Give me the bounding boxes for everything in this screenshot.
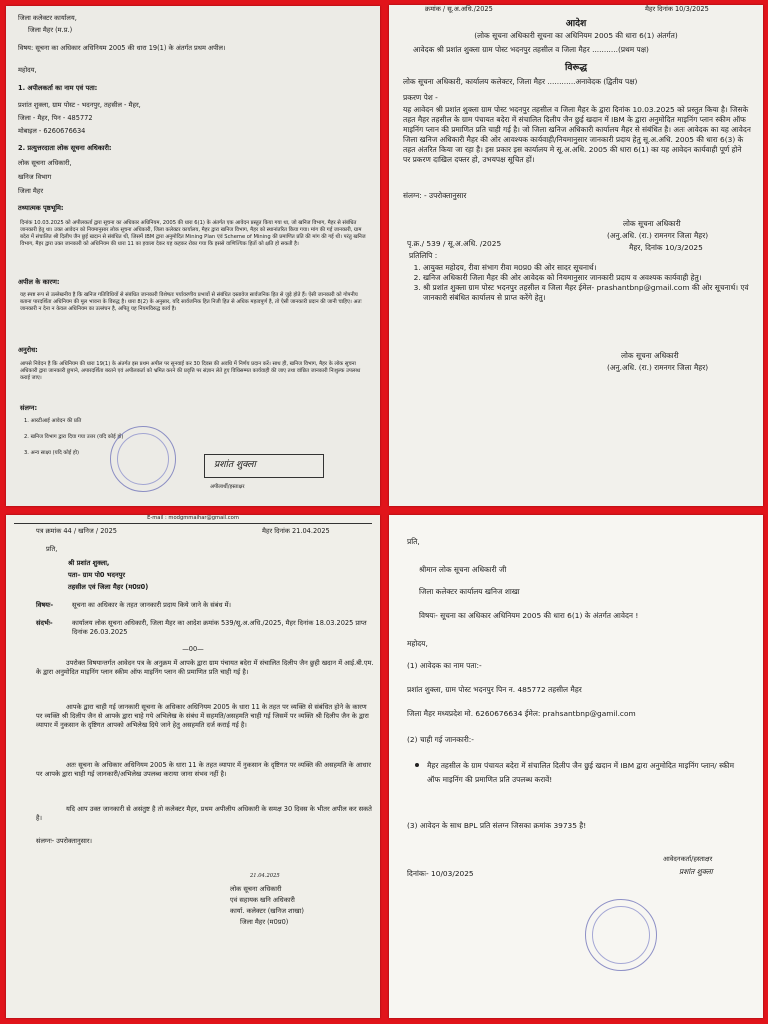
applicant-line-2: जिला मैहर मध्यप्रदेश मो. 6260676634 ईमेल: prahsantbnp@gamil.com [407, 709, 636, 718]
signatory-line-1: लोक सूचना अधिकारी [230, 885, 282, 893]
request-heading: अनुरोध: [18, 346, 38, 354]
request-paragraph: आपसे निवेदन है कि अधिनियम की धारा 19(1) के अंतर्गत इस प्रथम अपील पर सुनवाई कर 30 दिवस की अवधि में निर्णय प्रदान करें। साथ ही, खनिज विभाग, मैहर के लोक सूचना अधिकारी द्वारा जानकारी छुपाने, अपारदर्शिता बरतने एवं अपीलकर्ता को भ्रमित करने की प्रवृत्ति पर संज्ञान लेते हुए विधिसम्मत कार्यवाही की जाए तथा वांछित जानकारी निःशुल्क उपलब्ध कराई जाए। [20, 361, 361, 381]
appellant-heading: 1. अपीलकर्ता का नाम एवं पता: [18, 84, 98, 92]
office-email: E-mail : modgmmaihar@gmail.com [147, 515, 239, 521]
recipient-name: श्री प्रशांत शुक्ला, [68, 559, 110, 567]
copy-item-2: 2. खनिज अधिकारी जिला मैहर की ओर आवेदक को नियमानुसार जानकारी प्रदाय व अवश्यक कार्यवाही हेतु। [423, 273, 759, 283]
order-signatory-date: मैहर, दिनांक 10/3/2025 [629, 243, 703, 252]
reply-paragraph-4: यदि आप उक्त जानकारी से असंतुष्ट है तो कलेक्टर मैहर, प्रथम अपीलीय अधिकारी के समक्ष 30 दिवस के भीतर अपील कर सकते है। [36, 805, 372, 822]
background-paragraph: दिनांक 10.03.2025 को अपीलकर्ता द्वारा सूचना का अधिकार अधिनियम, 2005 की धारा 6(1) के अंतर्गत एक आवेदन प्रस्तुत किया गया था, जो खनिज विभाग, मैहर से संबंधित जानकारी हेतु था। उक्त आवेदन को नियमानुसार लोक सूचना अधिकारी, जिला कलेक्टर कार्यालय, मैहर द्वारा खनिज विभाग, मैहर को स्थानांतरित किया गया। मांग की गई जानकारी, ग्राम बदेरा में संचालित श्री दिलीप जैन छुई खदान से संबंधित थी, जिसमें IBM द्वारा अनुमोदित Mining Plan एवं Scheme of Mining की प्रमाणित प्रति की मांग की गई थी। परंतु खनिज विभाग, मैहर द्वारा उक्त जानकारी को अधिनियम की धारा 11 का हवाला देकर यह कहकर रोका गया कि इससे वाणिज्यिक हितों को क्षति हो सकती है। [20, 220, 366, 247]
grounds-paragraph: यह स्पष्ट रूप से उल्लेखनीय है कि खनिज गतिविधियों से संबंधित जानकारी विशेषतः पर्यावरणीय प्रभावों से संबंधित दस्तावेज सार्वजनिक हित से जुड़े होते हैं। ऐसी जानकारी को गोपनीय बताना पारदर्शिता अधिनियम की मूल भावना के विरुद्ध है। धारा 8(2) के अनुसार, यदि सार्वजनिक हित निजी हित से अधिक महत्वपूर्ण है, तो ऐसी जानकारी प्रदान की जानी चाहिए। अतः जानकारी न देना न केवल अधिनियम का उल्लंघन है, अपितु यह नियमविरुद्ध कार्य है। [20, 292, 362, 312]
application-subject: विषयः- सूचना का अधिकार अधिनियम 2005 की धारा 6(1) के अंतर्गत आवेदन ! [419, 611, 639, 620]
reply-paragraph-3: अतः सूचना के अधिकार अधिनियम 2005 के धारा 11 के तहत व्यापार में नुकसान के दृष्टिगत पर व्यक्ति की असहमति के आधार पर आपके द्वारा चाही गई जानकारी/अभिलेख उपलब्ध कराया जाना संभव नहीं है। [36, 761, 371, 778]
application-recipient-2: जिला कलेक्टर कार्यालय खनिज शाखा [419, 587, 520, 596]
enclosure-1: 1. आरटीआई आवेदन की प्रति [24, 418, 82, 424]
office-name: जिला कलेक्टर कार्यालय, [18, 14, 77, 22]
applicant-signature: प्रशांत शुक्ला [679, 867, 713, 876]
signatory-line-3: कार्या. कलेक्टर (खनिज शाखा) [230, 907, 304, 915]
copy-heading: प्रतिलिपि : [409, 251, 438, 260]
appellant-line-2: जिला - मैहर, पिन - 485772 [18, 114, 93, 122]
receipt-stamp [110, 426, 176, 492]
appellant-line-3: मोबाइल - 6260676634 [18, 127, 86, 135]
copy-list [409, 263, 759, 303]
respondent-line-2: खनिज विभाग [18, 173, 52, 181]
respondent-line-1: लोक सूचना अधिकारी, [18, 159, 72, 167]
copy-item-3: 3. श्री प्रशांत शुक्ला ग्राम पोस्ट भदनपुर तहसील व जिला मैहर ईमेल- prashantbnp@gmail.com की ओर सूचनार्थ। एवं जानकारी संबंधित कार्यालय से प्राप्त करेंगे हेतु। [423, 283, 759, 303]
signatory-line-4: जिला मैहर (म0प्र0) [240, 918, 289, 926]
copy-reference: पृ.क्र./ 539 / सू.अ.अधि. /2025 [407, 239, 502, 248]
separator: —00— [182, 645, 204, 653]
page-mining-reply [6, 515, 380, 1018]
background-heading: तथ्यात्मक पृष्ठभूमि: [18, 204, 64, 212]
applicant-signature-label: आवेदनकर्ता/हस्ताक्षर [663, 855, 713, 863]
page-order [389, 5, 763, 506]
recipient-address-1: पता– ग्राम पो0 भदनपुर [68, 571, 126, 579]
copy-signatory-1: लोक सूचना अधिकारी [621, 351, 679, 360]
order-date-top: मैहर दिनांक 10/3/2025 [645, 5, 709, 13]
signatory-date: 21.04.2025 [250, 873, 280, 879]
enclosure-2: 2. खनिज विभाग द्वारा दिया गया उत्तर (यदि कोई हो) [24, 434, 124, 440]
order-enclosure: संलग्न: - उपरोक्तानुसार [403, 191, 467, 200]
application-to: प्रति, [407, 537, 420, 546]
bullet-icon [415, 763, 419, 767]
copy-item-1: 1. आयुक्त महोदय, रीवा संभाग रीवा म0प्र0 की ओर सादर सूचनार्थ। [423, 263, 759, 273]
enclosure-heading: संलग्न: [20, 404, 38, 412]
order-subtitle-2: आवेदक श्री प्रशांत शुक्ला ग्राम पोस्ट भदनपुर तहसील व जिला मैहर ...........(प्रथम पक्ष) [413, 45, 649, 54]
application-date: दिनांकः- 10/03/2025 [407, 869, 474, 878]
application-recipient-1: श्रीमान लोक सूचना अधिकारी जी [419, 565, 507, 574]
recipient-to: प्रति, [46, 545, 58, 553]
reference-text: कार्यालय लोक सूचना अधिकारी, जिला मैहर का आदेश क्रमांक 539/सू.अ.अधि./2025, मैहर दिनांक 18.03.2025 प्राप्त दिनांक 26.03.2025 [72, 619, 367, 636]
salutation: महोदय, [18, 66, 37, 74]
grounds-heading: अपील के कारण: [18, 278, 60, 286]
order-title: आदेश [565, 18, 587, 29]
order-signatory-2: (अनु.अधि. (रा.) रामनगर जिला मैहर) [607, 231, 709, 240]
order-body: यह आवेदन श्री प्रशांत शुक्ला ग्राम पोस्ट भदनपुर तहसील व जिला मैहर के द्वारा दिनांक 10.03.2025 को प्रस्तुत किया है। जिसके तहत मैहर तहसील के ग्राम पंचायत बदेरा में संचालित दिलीप जैन छुई खदान में IBM के द्वारा अनुमोदित माइनिंग प्लान स्कीम ऑफ माइनिंग प्लान की प्रमाणित प्रति चाही गई है। जो जिला खनिज अधिकारी कार्यालय मैहर से संबंधित है। अतः आवेदक का यह आवेदन जिला खनिज अधिकारी मैहर की ओर आवश्यक कार्यवाही/नियमानुसार जानकारी प्रदाय हेतु सू.अ.अधि. 2005 की धारा 6(3) के तहत अंतरित किया जा रहा है। इस प्रकार इस कार्यालय मे सू.अ.अधि. 2005 की धारा 6(1) का यह आवेदन कार्यवाही पूर्ण होने पर प्रकरण दाखिल दफ्तर हो, उभयपक्ष सूचित हों। [403, 105, 751, 164]
respondent-line-3: जिला मैहर [18, 187, 44, 195]
receipt-stamp [585, 899, 657, 971]
order-ref-top: क्रमांक / सू.अ.अधि./2025 [425, 5, 493, 13]
bpl-enclosure: (3) आवेदन के साथ BPL प्रति संलग्न जिसका क्रमांक 39735 है! [407, 821, 587, 830]
subject-text: सूचना का अधिकार के तहत जानकारी प्रदाय किये जाने के संबंध में। [72, 601, 232, 609]
signatory-line-2: एवं सहायक खनि अधिकारी [230, 896, 295, 904]
letter-reference: पत्र क्रमांक 44 / खनिज / 2025 [36, 527, 118, 535]
page-first-appeal [6, 6, 380, 506]
reply-paragraph-2: आपके द्वारा चाही गई जानकारी सूचना के अधिकार अधिनियम 2005 के धारा 11 के तहत पर व्यक्ति से संबंधित होने के कारण पर व्यक्ति श्री दिलीप जैन से आपके द्वारा चाहे गये अभिलेख के संबंध में सहमति/असहमति चाही गई जिसमें पर व्यक्ति श्री दिलीप जैन के द्वारा व्यापार में नुकसान के दृष्टिगत आपको अभिलेख दिये जाने हेतु असहमति दर्ज कराई गई है। [36, 703, 369, 729]
appeal-subject: विषय: सूचना का अधिकार अधिनियम 2005 की धारा 19(1) के अंतर्गत प्रथम अपील। [18, 44, 226, 52]
reply-enclosure: संलग्नः- उपरोक्तानुसार। [36, 837, 93, 845]
application-salutation: महोदय, [407, 639, 428, 648]
office-district: जिला मैहर (म.प्र.) [28, 26, 73, 34]
signature-label: अपीलार्थी/हस्ताक्षर [210, 484, 245, 490]
recipient-address-2: तहसील एवं जिला मैहर (म0प्र0) [68, 583, 149, 591]
header-rule [14, 523, 372, 524]
order-subtitle-1: (लोक सूचना अधिकारी सूचना का अधिनियम 2005 की धारा 6(1) अंतर्गत) [474, 31, 678, 40]
copy-signatory-2: (अनु.अधि. (रा.) रामनगर जिला मैहर) [607, 363, 709, 372]
subject-label: विषयः- [36, 601, 54, 609]
reference-label: संदर्भः- [36, 619, 53, 627]
enclosure-3: 3. अन्य साक्ष्य (यदि कोई हो) [24, 450, 79, 456]
page-rti-application [389, 515, 763, 1018]
case-heading: प्रकरण पेश - [403, 93, 438, 102]
information-heading: (2) चाही गई जानकारी:- [407, 735, 474, 744]
reply-paragraph-1: उपरोक्त विषयान्तर्गत आवेदन पत्र के अनुक्रम में आपके द्वारा ग्राम पंचायत बदेरा में संचालित दिलीप जैन छुही खदान में आई.बी.एम. के द्वारा अनुमोदित माइनिंग प्लान स्कीम ऑफ माइनिंग प्लान की प्रमाणित प्रति चाही गई है। [36, 659, 374, 676]
order-signatory-1: लोक सूचना अधिकारी [623, 219, 681, 228]
letter-date: मैहर दिनांक 21.04.2025 [262, 527, 330, 535]
respondent-heading: 2. प्रत्युत्तरदाता लोक सूचना अधिकारी: [18, 144, 112, 152]
appellant-line-1: प्रशांत शुक्ला, ग्राम पोस्ट - भदनपुर, तहसील - मैहर, [18, 101, 141, 109]
information-requested: मैहर तहसील के ग्राम पंचायत बदेरा में संचालित दिलीप जैन छुई खदान में IBM द्वारा अनुमोदित माइनिंग प्लान/ स्कीम ऑफ माइनिंग की प्रमाणित प्रति उपलब्ध करावें! [427, 761, 735, 784]
applicant-heading: (1) आवेदक का नाम पता:- [407, 661, 482, 670]
second-party: लोक सूचना अधिकारी, कार्यालय कलेक्टर, जिला मैहर ............अनावेदक (द्वितीय पक्ष) [403, 77, 638, 86]
applicant-line-1: प्रशांत शुक्ला, ग्राम पोस्ट भदनपुर पिन न. 485772 तहसील मैहर [407, 685, 582, 694]
appellant-signature: प्रशांत शुक्ला [214, 459, 256, 470]
versus-heading: विरूद्ध [565, 62, 587, 73]
